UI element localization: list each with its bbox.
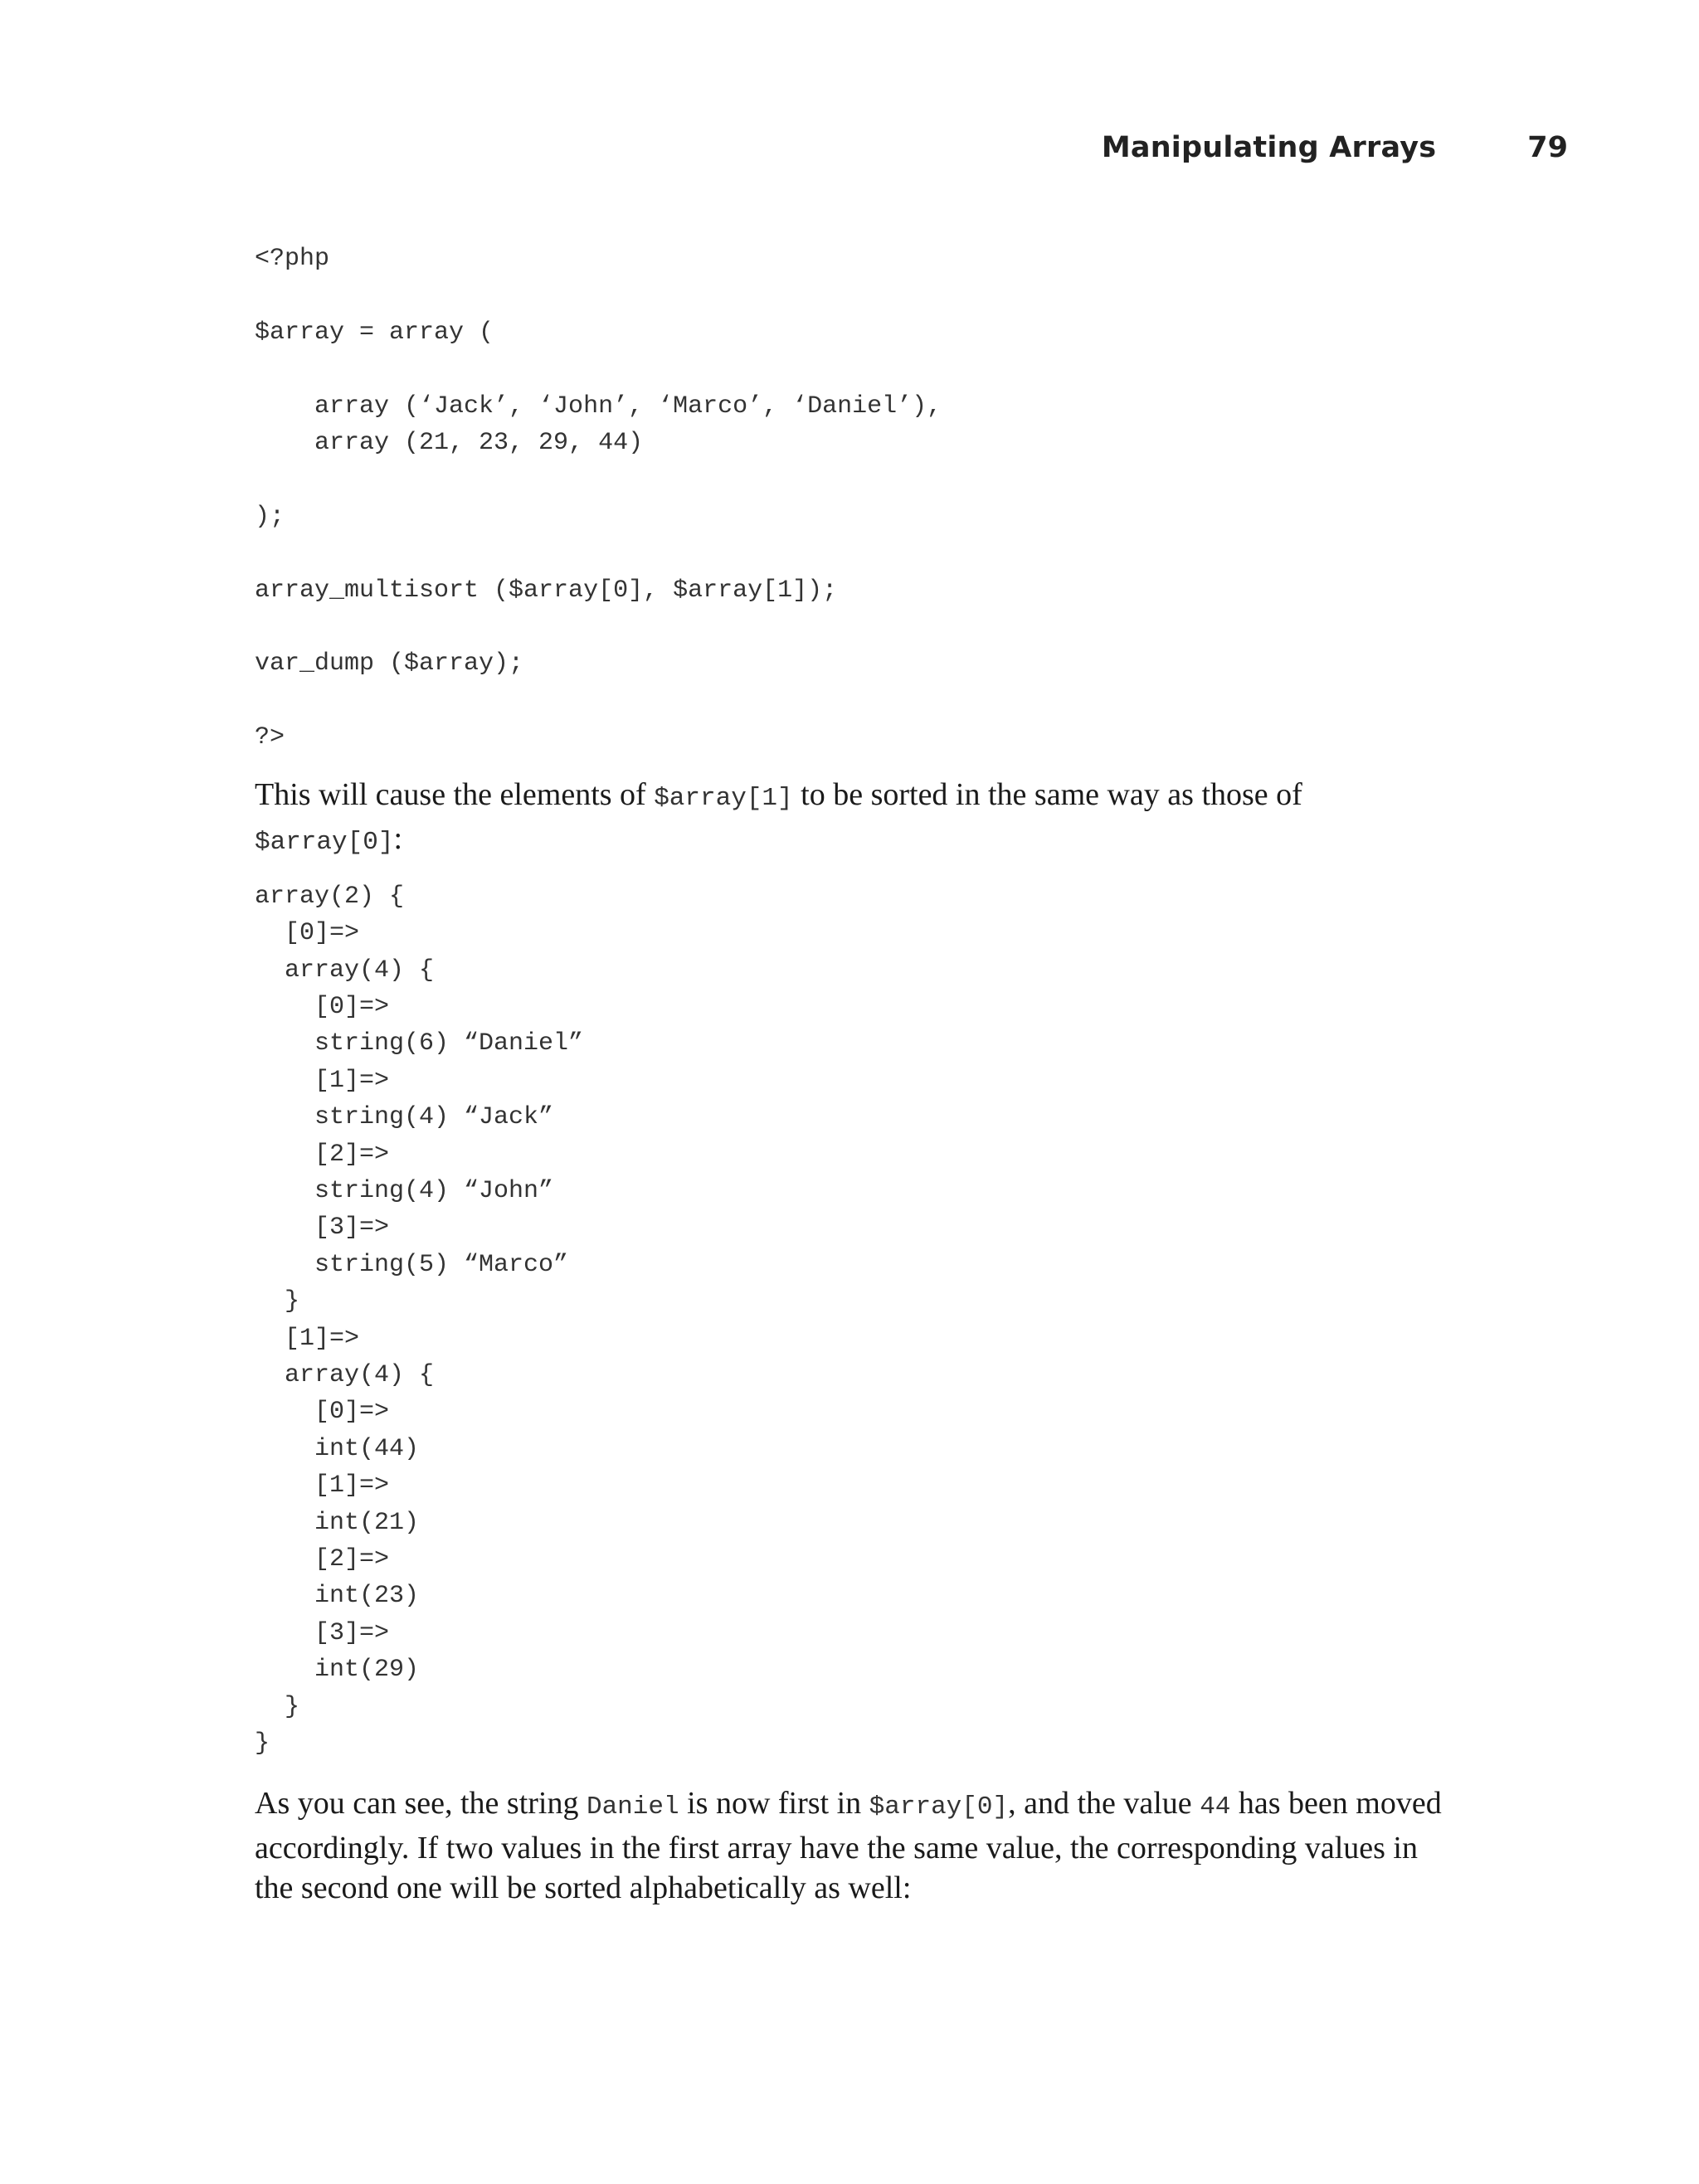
code-line: [3]=> [255, 1618, 390, 1647]
code-line: [0]=> [255, 1398, 390, 1427]
code-line: $array = array ( [255, 318, 494, 347]
paragraph-sort-explanation [255, 775, 1449, 863]
code-line: int(23) [255, 1582, 420, 1611]
code-line: ); [255, 502, 285, 531]
code-line: array(4) { [255, 1360, 435, 1389]
inline-code: $array[0] [869, 1792, 1009, 1822]
code-line: array_multisort ($array[0], $array[1]); [255, 576, 838, 605]
code-line: [2]=> [255, 1140, 390, 1169]
text-span: , and the value [1008, 1786, 1200, 1822]
code-line: [3]=> [255, 1214, 390, 1243]
code-line: array(2) { [255, 882, 405, 911]
text-span: is now first in [679, 1786, 869, 1822]
chapter-title: Manipulating Arrays [1101, 131, 1437, 164]
code-line: } [255, 1287, 300, 1316]
code-line: <?php [255, 245, 330, 273]
code-line: [0]=> [255, 919, 360, 948]
code-line: ?> [255, 723, 285, 752]
inline-code: 44 [1200, 1792, 1231, 1822]
code-line: int(29) [255, 1656, 420, 1685]
code-block-php-source [255, 241, 1449, 756]
page-body [255, 241, 1449, 1909]
text-span: As you can see, the string [255, 1786, 587, 1822]
code-line: int(21) [255, 1508, 420, 1537]
code-line: var_dump ($array); [255, 649, 524, 679]
code-line: } [255, 1729, 270, 1758]
code-line: string(5) “Marco” [255, 1250, 569, 1279]
code-line: int(44) [255, 1434, 420, 1463]
text-span: : [393, 821, 402, 857]
inline-code: Daniel [586, 1792, 679, 1822]
inline-code: $array[1] [654, 783, 793, 813]
paragraph-result-explanation [255, 1783, 1449, 1909]
code-line: [1]=> [255, 1324, 360, 1353]
code-line: array(4) { [255, 956, 435, 985]
code-line: [0]=> [255, 992, 390, 1021]
text-span: This will cause the elements of [255, 776, 655, 812]
inline-code: $array[0] [255, 828, 394, 858]
code-line: [1]=> [255, 1471, 390, 1501]
code-line: array (21, 23, 29, 44) [255, 429, 644, 458]
code-line: [1]=> [255, 1066, 390, 1095]
text-span: has been moved accordingly. If two values in the first array have the same value, the corresponding values in the second one will be sorted alphabetically as well: [255, 1786, 1442, 1906]
code-line: } [255, 1692, 300, 1721]
code-line: string(4) “John” [255, 1176, 554, 1205]
code-line: string(6) “Daniel” [255, 1029, 584, 1058]
text-span: to be sorted in the same way as those of [792, 776, 1302, 812]
running-header [1102, 131, 1568, 164]
code-line: array (‘Jack’, ‘John’, ‘Marco’, ‘Daniel’), [255, 392, 942, 421]
code-line: [2]=> [255, 1545, 390, 1574]
page-number: 79 [1527, 131, 1568, 164]
code-line: string(4) “Jack” [255, 1103, 554, 1132]
code-block-var-dump-output [255, 878, 1449, 1763]
